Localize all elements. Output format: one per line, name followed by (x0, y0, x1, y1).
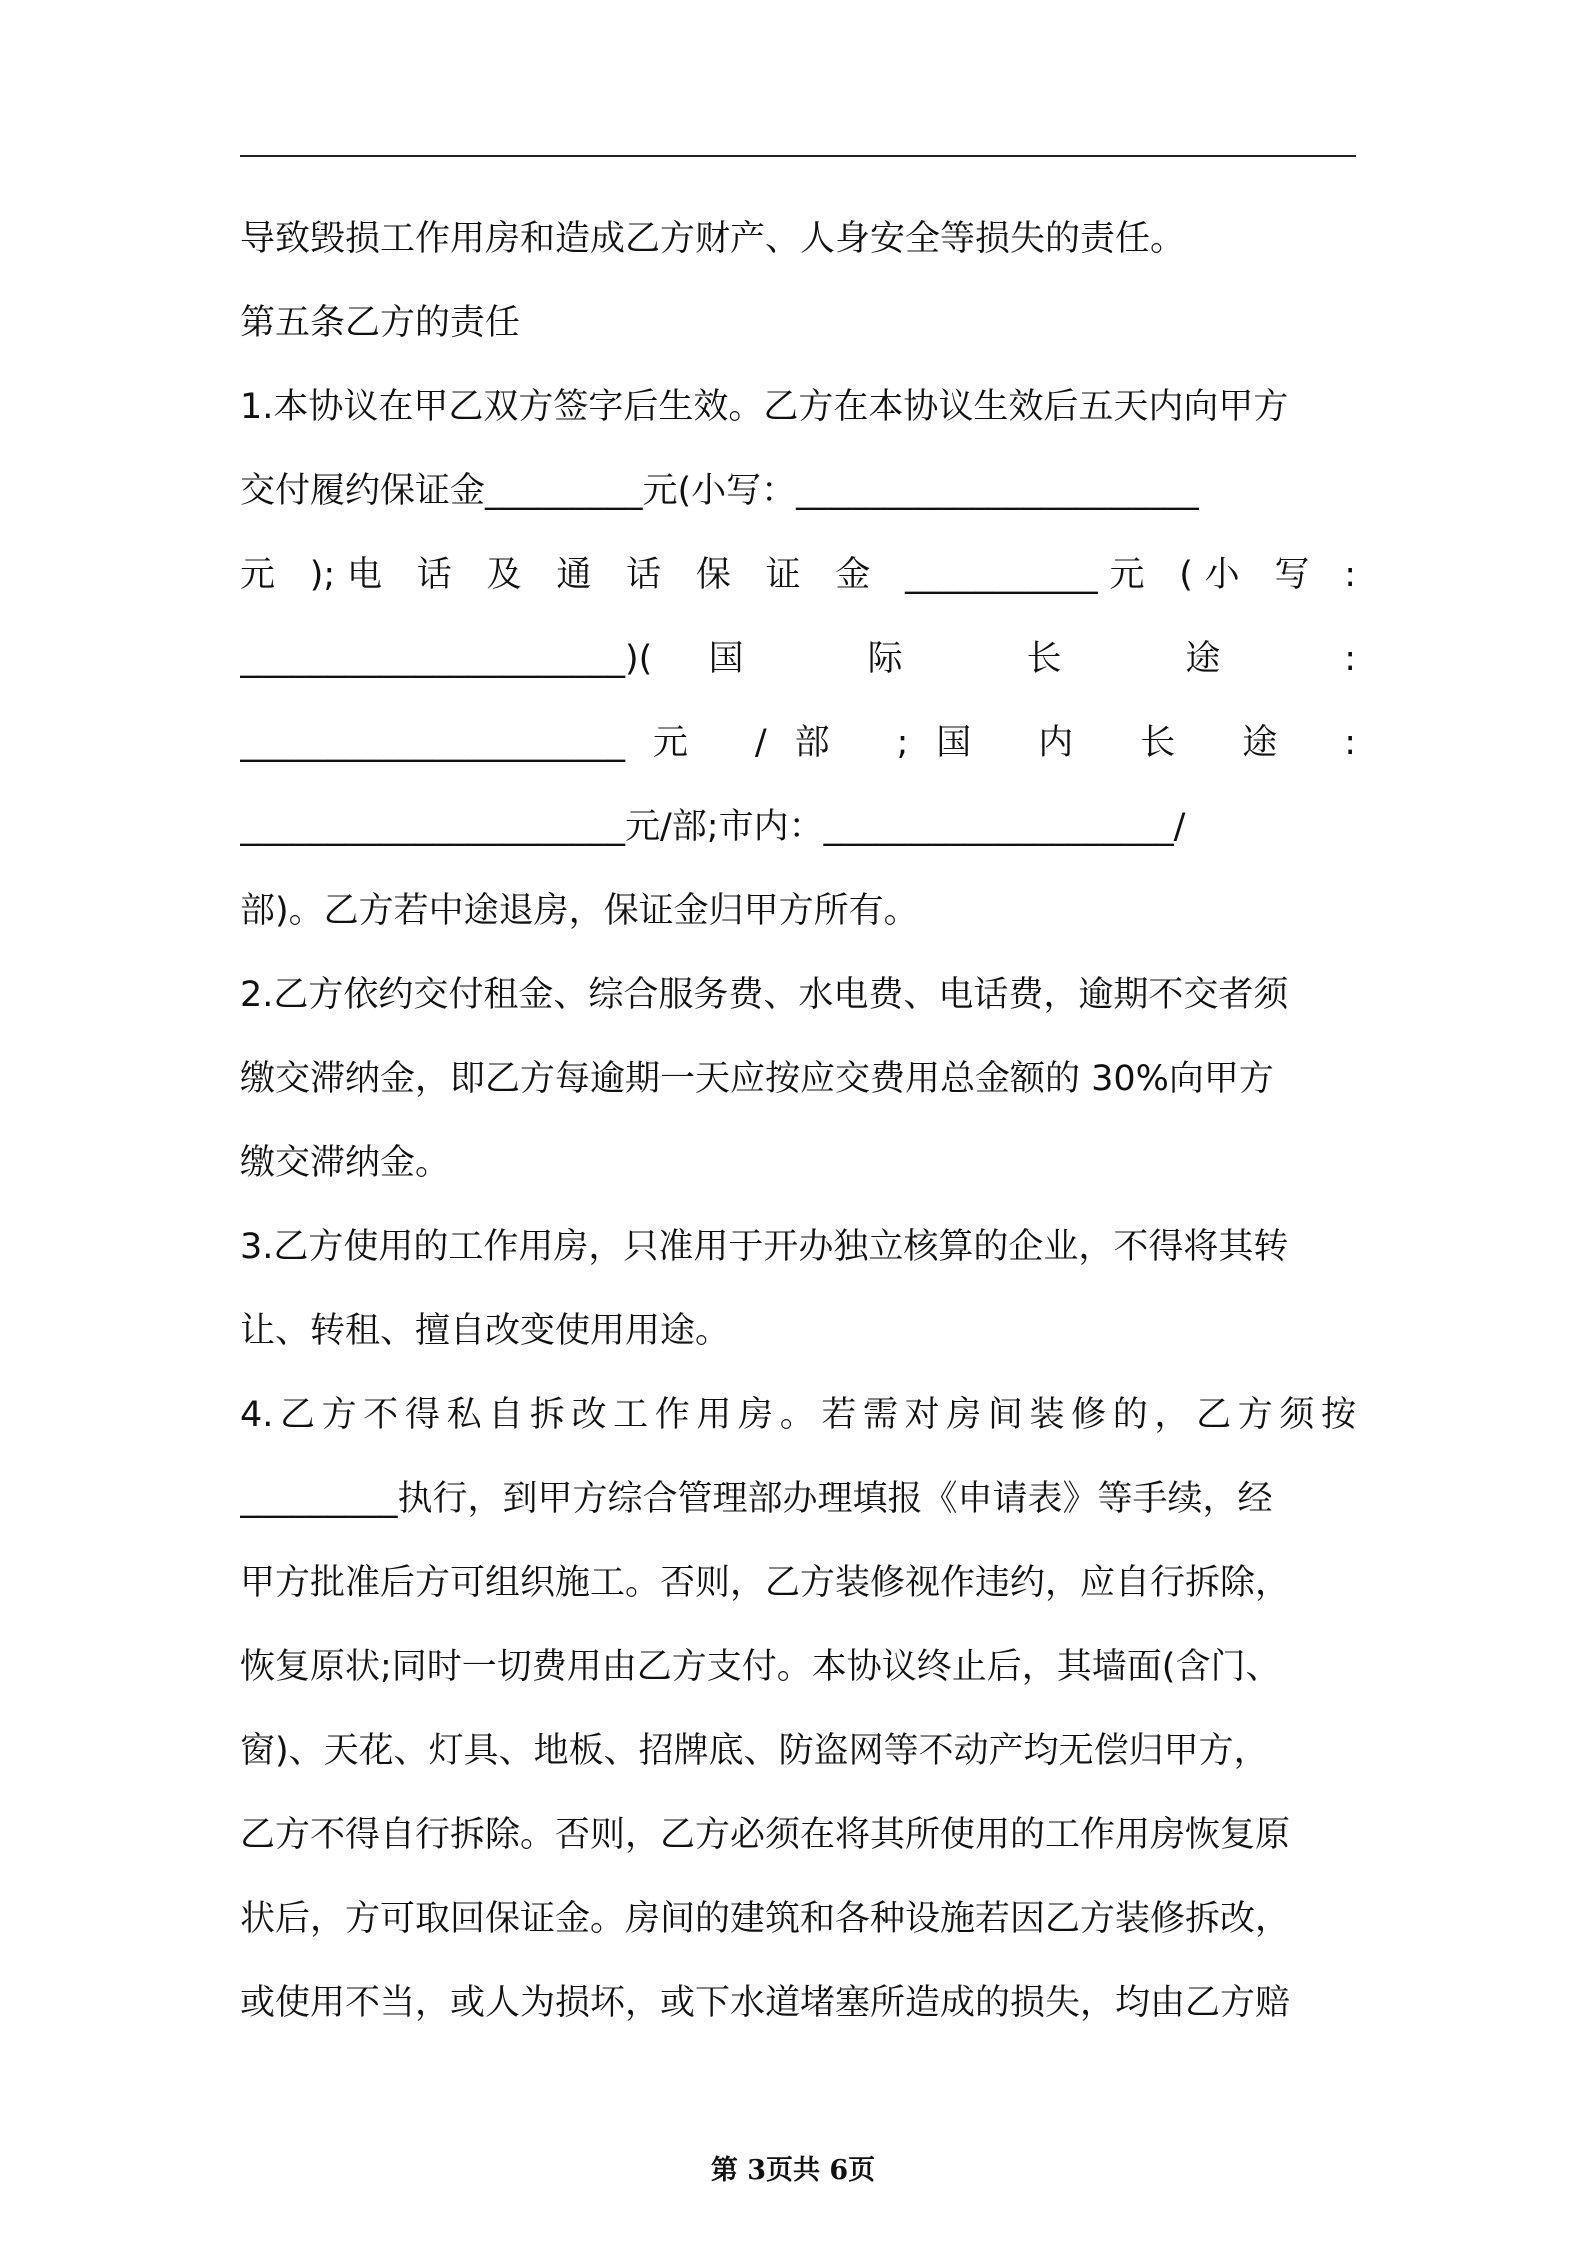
text-line: 2.乙方依约交付租金、综合服务费、水电费、电话费，逾期不交者须 (240, 975, 1289, 1015)
text-line: 甲方批准后方可组织施工。否则，乙方装修视作违约，应自行拆除， (240, 1563, 1291, 1603)
text-line: 1.本协议在甲乙双方签字后生效。乙方在本协议生效后五天内向甲方 (240, 387, 1289, 427)
text-line: 导致毁损工作用房和造成乙方财产、人身安全等损失的责任。 (240, 219, 1186, 259)
text-line: 状后，方可取回保证金。房间的建筑和各种设施若因乙方装修拆改， (240, 1899, 1291, 1939)
page-number: 第 3页共 6页 (710, 2155, 876, 2186)
text-line: 让、转租、擅自改变使用用途。 (240, 1311, 731, 1351)
text-line: 元 );电 话 及 通 话 保 证 金 ___________元 (小 写 : (240, 555, 1356, 595)
text-line: _________执行，到甲方综合管理部办理填报《申请表》等手续，经 (240, 1479, 1273, 1519)
text-line: 乙方不得自行拆除。否则，乙方必须在将其所使用的工作用房恢复原 (240, 1815, 1291, 1855)
text-line: 窗)、天花、灯具、地板、招牌底、防盗网等不动产均无偿归甲方， (240, 1731, 1269, 1771)
text-line: ______________________元/部;市内：____________________/ (240, 807, 1186, 847)
text-line: 缴交滞纳金。 (240, 1143, 451, 1183)
text-line: 3.乙方使用的工作用房，只准用于开办独立核算的企业，不得将其转 (240, 1227, 1289, 1267)
text-line: 部)。乙方若中途退房，保证金归甲方所有。 (240, 891, 919, 931)
header-rule (240, 155, 1356, 157)
document-body (240, 197, 1356, 2045)
text-line: 或使用不当，或人为损坏，或下水道堵塞所造成的损失，均由乙方赔 (240, 1983, 1291, 2023)
section-heading: 第五条乙方的责任 (240, 303, 521, 343)
text-line: 4.乙方不得私自拆改工作用房。若需对房间装修的，乙方须按 (240, 1395, 1356, 1435)
text-line: ______________________元 /部 ;国 内 长 途 : (240, 723, 1356, 763)
text-line: ______________________)(国 际 长 途 : (240, 639, 1356, 679)
text-line: 交付履约保证金_________元(小写：_______________________ (240, 471, 1199, 511)
text-line: 恢复原状;同时一切费用由乙方支付。本协议终止后，其墙面(含门、 (240, 1647, 1281, 1687)
text-line: 缴交滞纳金，即乙方每逾期一天应按应交费用总金额的 30%向甲方 (240, 1059, 1274, 1099)
